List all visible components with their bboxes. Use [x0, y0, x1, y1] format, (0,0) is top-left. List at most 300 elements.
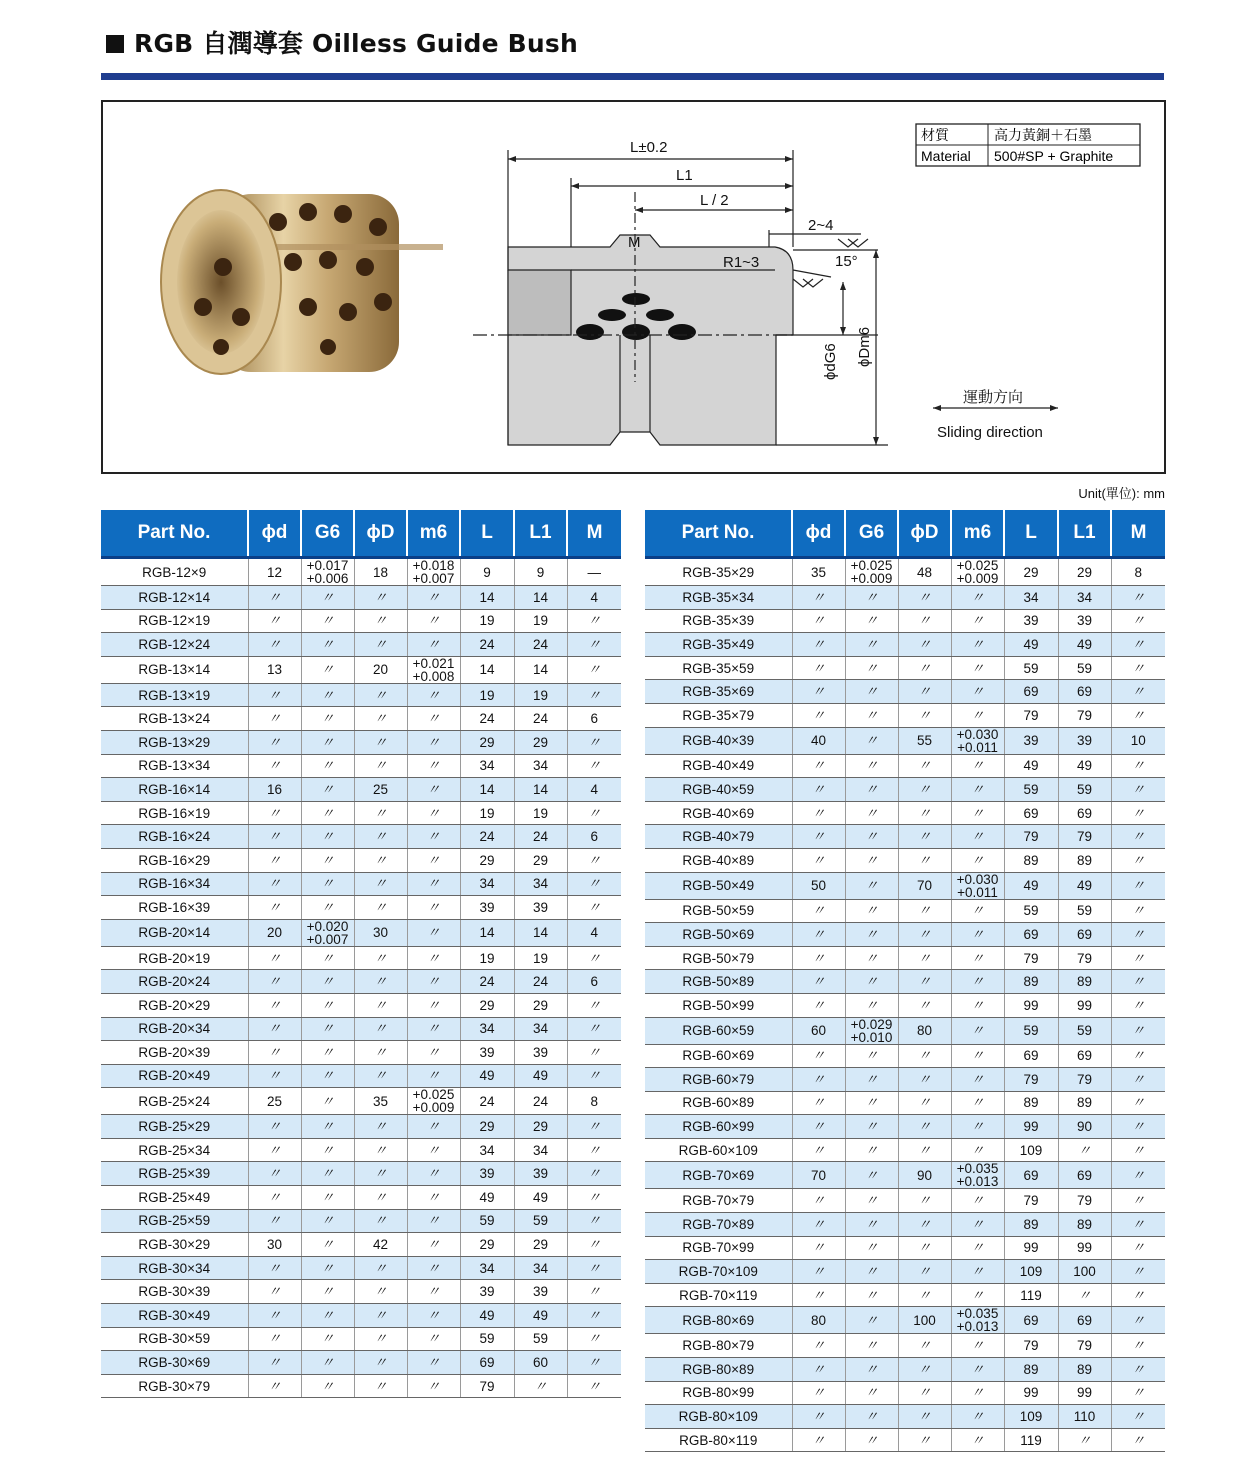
cell-D-tol: 〃 [407, 683, 460, 707]
cell-L: 89 [1004, 1091, 1058, 1115]
cell-part-no: RGB-60×99 [645, 1115, 792, 1139]
cell-d-tol: 〃 [301, 1209, 354, 1233]
table-header-row [645, 510, 1165, 558]
cell-part-no: RGB-20×34 [101, 1017, 248, 1041]
tolerance-upper: +0.030 [956, 871, 999, 887]
cell-M: 〃 [1111, 680, 1165, 704]
cell-D-tol: 〃 [407, 993, 460, 1017]
cell-M: 4 [567, 778, 621, 802]
cell-L: 79 [460, 1374, 514, 1398]
cell-M: 〃 [567, 993, 621, 1017]
cell-D: 〃 [354, 1064, 407, 1088]
cell-L: 19 [460, 946, 514, 970]
table-row [645, 1307, 1165, 1334]
cell-d: 〃 [248, 825, 301, 849]
cell-d: 〃 [248, 848, 301, 872]
cell-L1: 34 [514, 754, 567, 778]
cell-L1: 49 [514, 1064, 567, 1088]
cell-d-tol: 〃 [845, 1260, 898, 1284]
cell-M: 〃 [1111, 1405, 1165, 1429]
cell-d: 80 [792, 1307, 845, 1334]
cell-D-tol: 〃 [407, 1256, 460, 1280]
cell-D-tol: 〃 [951, 825, 1004, 849]
cell-part-no: RGB-35×29 [645, 558, 792, 586]
cell-L: 9 [460, 558, 514, 586]
tolerance-upper: +0.017 [306, 558, 349, 573]
cell-D-tol: 〃 [407, 1374, 460, 1398]
cell-D: 〃 [898, 970, 951, 994]
cell-D: 〃 [898, 946, 951, 970]
cell-L: 34 [460, 1138, 514, 1162]
cell-D: 〃 [354, 801, 407, 825]
cell-D: 〃 [354, 1327, 407, 1351]
cell-L: 29 [460, 848, 514, 872]
cell-L: 39 [460, 1041, 514, 1065]
cell-D: 〃 [898, 1189, 951, 1213]
cell-d-tol: 〃 [301, 946, 354, 970]
cell-L: 49 [460, 1186, 514, 1210]
cell-D: 〃 [898, 1213, 951, 1237]
cell-L: 99 [1004, 993, 1058, 1017]
cell-D: 〃 [898, 778, 951, 802]
table-row [101, 970, 621, 994]
cell-M: 〃 [1111, 993, 1165, 1017]
cell-D-tol: 〃 [407, 825, 460, 849]
cell-d-tol: 〃 [301, 1233, 354, 1257]
cell-d-tol: 〃 [845, 778, 898, 802]
dim-L-label: L±0.2 [630, 139, 668, 156]
cell-d: 〃 [792, 754, 845, 778]
table-row [101, 872, 621, 896]
cell-D-tol: 〃 [407, 1209, 460, 1233]
cell-part-no: RGB-40×59 [645, 778, 792, 802]
cell-d: 〃 [792, 1260, 845, 1284]
cell-D-tol: 〃 [951, 1189, 1004, 1213]
cell-d: 〃 [248, 1209, 301, 1233]
table-row [645, 1236, 1165, 1260]
cell-D: 18 [354, 558, 407, 586]
header-D-tol: m6 [951, 510, 1004, 558]
cell-L: 89 [1004, 970, 1058, 994]
cell-L1: 99 [1058, 1381, 1111, 1405]
cell-D: 30 [354, 919, 407, 946]
cell-part-no: RGB-25×59 [101, 1209, 248, 1233]
cell-M: 〃 [1111, 1017, 1165, 1044]
cell-L: 99 [1004, 1236, 1058, 1260]
cell-M: 〃 [1111, 1068, 1165, 1092]
cell-D-tol: 〃 [951, 1260, 1004, 1284]
cell-D: 〃 [898, 609, 951, 633]
cell-L: 29 [460, 1115, 514, 1139]
cell-L1: 69 [1058, 923, 1111, 947]
cell-part-no: RGB-20×39 [101, 1041, 248, 1065]
cell-part-no: RGB-60×59 [645, 1017, 792, 1044]
cell-L1: 49 [1058, 872, 1111, 899]
cell-d: 〃 [248, 1280, 301, 1304]
cell-d-tol: 〃 [845, 970, 898, 994]
cell-d: 25 [248, 1088, 301, 1115]
dim-M-label: M [628, 234, 641, 251]
cell-part-no: RGB-30×59 [101, 1327, 248, 1351]
table-row [645, 1334, 1165, 1358]
cell-M: 〃 [567, 896, 621, 920]
tolerance-upper: +0.035 [956, 1306, 999, 1322]
tolerance-lower: +0.009 [412, 1100, 455, 1116]
cell-D: 〃 [898, 754, 951, 778]
cell-M: 〃 [1111, 848, 1165, 872]
cell-D: 〃 [354, 1115, 407, 1139]
cell-d: 〃 [248, 1041, 301, 1065]
cell-D-tol: 〃 [951, 778, 1004, 802]
cell-L1: 24 [514, 707, 567, 731]
cell-D-tol: 〃 [407, 919, 460, 946]
table-row [101, 1327, 621, 1351]
cell-L1: 49 [514, 1304, 567, 1328]
table-row [645, 778, 1165, 802]
tolerance-lower: +0.007 [412, 571, 455, 586]
cell-part-no: RGB-13×29 [101, 730, 248, 754]
cell-L1: 89 [1058, 1358, 1111, 1382]
cell-D-tol: 〃 [407, 1162, 460, 1186]
cell-M: 〃 [1111, 1189, 1165, 1213]
cell-D-tol: 〃 [951, 1334, 1004, 1358]
cell-part-no: RGB-60×109 [645, 1138, 792, 1162]
table-row [645, 1068, 1165, 1092]
cell-d: 〃 [792, 1115, 845, 1139]
cell-L1: 39 [514, 1162, 567, 1186]
cell-L1: 59 [1058, 1017, 1111, 1044]
cell-L1: 29 [514, 730, 567, 754]
cell-d: 〃 [248, 707, 301, 731]
product-figure [101, 100, 1166, 474]
cell-L1: 59 [1058, 778, 1111, 802]
cell-D: 35 [354, 1088, 407, 1115]
cell-M: 〃 [567, 1209, 621, 1233]
cell-d: 〃 [248, 633, 301, 657]
cell-L: 19 [460, 683, 514, 707]
cell-d-tol: 〃 [845, 727, 898, 754]
cell-d: 〃 [792, 1213, 845, 1237]
cell-D: 〃 [354, 1280, 407, 1304]
cell-D: 25 [354, 778, 407, 802]
table-row [645, 703, 1165, 727]
cell-d: 13 [248, 656, 301, 683]
table-row [645, 872, 1165, 899]
cell-d-tol: 〃 [301, 609, 354, 633]
cell-d: 〃 [792, 1091, 845, 1115]
header-M: M [1111, 510, 1165, 558]
cell-d: 〃 [792, 656, 845, 680]
cell-part-no: RGB-25×39 [101, 1162, 248, 1186]
cell-M: — [567, 558, 621, 586]
cell-D-tol [951, 727, 1004, 754]
cell-d-tol [301, 919, 354, 946]
cell-D-tol: 〃 [951, 754, 1004, 778]
cell-M: 〃 [1111, 586, 1165, 610]
dim-L1-label: L1 [676, 167, 693, 184]
cell-M: 〃 [1111, 1138, 1165, 1162]
cell-part-no: RGB-16×14 [101, 778, 248, 802]
cell-part-no: RGB-70×119 [645, 1283, 792, 1307]
tolerance-lower: +0.007 [306, 931, 349, 947]
cell-d-tol: 〃 [845, 1236, 898, 1260]
table-row [101, 1088, 621, 1115]
cell-d-tol: 〃 [301, 970, 354, 994]
cell-d-tol: 〃 [301, 1256, 354, 1280]
cell-d: 35 [792, 558, 845, 586]
title-rule [101, 73, 1164, 80]
cell-L1: 〃 [1058, 1283, 1111, 1307]
cell-part-no: RGB-35×69 [645, 680, 792, 704]
cell-M: 〃 [1111, 1162, 1165, 1189]
cell-L: 119 [1004, 1283, 1058, 1307]
cell-M: 〃 [1111, 970, 1165, 994]
cell-D-tol: 〃 [951, 899, 1004, 923]
cell-part-no: RGB-20×19 [101, 946, 248, 970]
cell-L1: 〃 [514, 1374, 567, 1398]
cell-D: 48 [898, 558, 951, 586]
cell-L: 69 [1004, 1307, 1058, 1334]
cell-part-no: RGB-20×49 [101, 1064, 248, 1088]
cell-M: 〃 [1111, 1236, 1165, 1260]
tolerance-lower: +0.011 [957, 884, 998, 900]
cell-d-tol: 〃 [845, 1334, 898, 1358]
cell-L: 99 [1004, 1115, 1058, 1139]
cell-L1: 14 [514, 919, 567, 946]
table-row [645, 899, 1165, 923]
cell-part-no: RGB-20×29 [101, 993, 248, 1017]
cell-part-no: RGB-80×99 [645, 1381, 792, 1405]
cell-D-tol: 〃 [407, 1115, 460, 1139]
table-row [101, 730, 621, 754]
cell-L: 24 [460, 1088, 514, 1115]
cell-D-tol: 〃 [407, 1186, 460, 1210]
cell-D-tol: 〃 [951, 1236, 1004, 1260]
cell-d: 〃 [792, 778, 845, 802]
cell-M: 〃 [1111, 872, 1165, 899]
cell-M: 6 [567, 970, 621, 994]
cell-D-tol: 〃 [951, 1044, 1004, 1068]
cell-L: 69 [460, 1351, 514, 1375]
cell-L: 59 [1004, 778, 1058, 802]
cell-M: 〃 [1111, 609, 1165, 633]
cell-M: 〃 [1111, 633, 1165, 657]
table-row [101, 825, 621, 849]
cell-part-no: RGB-60×89 [645, 1091, 792, 1115]
cell-part-no: RGB-30×29 [101, 1233, 248, 1257]
cell-d-tol [301, 558, 354, 586]
cell-d-tol: 〃 [301, 1017, 354, 1041]
cell-D: 〃 [354, 825, 407, 849]
table-row [101, 1017, 621, 1041]
cell-L: 34 [460, 872, 514, 896]
cell-M: 〃 [1111, 1307, 1165, 1334]
cell-d-tol: 〃 [845, 899, 898, 923]
cell-D-tol: 〃 [951, 1381, 1004, 1405]
cell-D-tol: 〃 [407, 1304, 460, 1328]
cell-L1: 19 [514, 683, 567, 707]
cell-D: 〃 [898, 1334, 951, 1358]
table-row [101, 586, 621, 610]
cell-L1: 49 [514, 1186, 567, 1210]
cell-L: 24 [460, 825, 514, 849]
cell-d-tol: 〃 [845, 825, 898, 849]
tolerance-upper: +0.030 [956, 726, 999, 742]
cell-D: 〃 [354, 993, 407, 1017]
cell-d: 〃 [792, 1236, 845, 1260]
cell-d: 〃 [248, 1186, 301, 1210]
cell-L: 49 [1004, 754, 1058, 778]
cell-L: 24 [460, 970, 514, 994]
cell-D: 42 [354, 1233, 407, 1257]
header-D-tol: m6 [407, 510, 460, 558]
cell-d: 〃 [792, 801, 845, 825]
cell-D: 〃 [898, 1358, 951, 1382]
cell-D: 〃 [898, 848, 951, 872]
cell-part-no: RGB-12×9 [101, 558, 248, 586]
cell-L1: 29 [514, 1115, 567, 1139]
cell-d: 〃 [248, 754, 301, 778]
direction-zh-label: 運動方向 [963, 389, 1024, 406]
tolerance-lower: +0.013 [956, 1174, 999, 1190]
cell-d: 〃 [248, 609, 301, 633]
cell-d: 〃 [248, 946, 301, 970]
table-row [101, 609, 621, 633]
cell-M: 〃 [567, 946, 621, 970]
cell-d: 〃 [792, 1334, 845, 1358]
table-row [101, 1256, 621, 1280]
cell-part-no: RGB-30×79 [101, 1374, 248, 1398]
cell-d-tol: 〃 [845, 586, 898, 610]
cell-d: 30 [248, 1233, 301, 1257]
cell-d-tol: 〃 [301, 872, 354, 896]
cell-M: 〃 [567, 1304, 621, 1328]
table-row [645, 970, 1165, 994]
cell-M: 〃 [1111, 1381, 1165, 1405]
cell-L1: 59 [1058, 899, 1111, 923]
table-row [645, 1213, 1165, 1237]
table-row [101, 778, 621, 802]
cell-part-no: RGB-16×24 [101, 825, 248, 849]
cell-D-tol: 〃 [951, 1017, 1004, 1044]
table-row [101, 1233, 621, 1257]
cell-part-no: RGB-50×79 [645, 946, 792, 970]
table-row [645, 609, 1165, 633]
table-row [645, 1405, 1165, 1429]
cell-D-tol: 〃 [407, 1064, 460, 1088]
cell-d-tol: 〃 [301, 993, 354, 1017]
cell-L1: 14 [514, 586, 567, 610]
header-d-tol: G6 [845, 510, 898, 558]
cell-d-tol: 〃 [301, 730, 354, 754]
cell-L: 79 [1004, 1068, 1058, 1092]
cell-part-no: RGB-12×19 [101, 609, 248, 633]
cell-L: 89 [1004, 1358, 1058, 1382]
cell-part-no: RGB-35×34 [645, 586, 792, 610]
cell-M: 〃 [567, 1280, 621, 1304]
cell-D-tol: 〃 [951, 656, 1004, 680]
cell-D-tol: 〃 [407, 896, 460, 920]
cell-M: 〃 [1111, 1260, 1165, 1284]
tolerance-upper: +0.020 [306, 918, 349, 934]
cell-L: 39 [1004, 609, 1058, 633]
cell-M: 〃 [1111, 1358, 1165, 1382]
cell-d: 〃 [792, 633, 845, 657]
cell-L: 69 [1004, 801, 1058, 825]
dim-R-label: R1~3 [723, 254, 760, 271]
cell-d-tol: 〃 [845, 1044, 898, 1068]
cell-D: 70 [898, 872, 951, 899]
table-row [101, 993, 621, 1017]
cell-L: 59 [460, 1209, 514, 1233]
cell-L1: 39 [514, 1041, 567, 1065]
cell-L: 14 [460, 656, 514, 683]
cell-L1: 29 [514, 1233, 567, 1257]
cell-D-tol: 〃 [407, 970, 460, 994]
cell-d-tol: 〃 [845, 946, 898, 970]
table-row [101, 1162, 621, 1186]
cell-d: 40 [792, 727, 845, 754]
cell-part-no: RGB-13×34 [101, 754, 248, 778]
cell-d-tol: 〃 [845, 703, 898, 727]
cell-d: 〃 [248, 1017, 301, 1041]
page-title-text: RGB 自潤導套 Oilless Guide Bush [134, 29, 578, 58]
dim-Dm6-label: ϕDm6 [856, 326, 873, 367]
cell-L: 29 [460, 993, 514, 1017]
cell-d-tol [845, 558, 898, 586]
cell-d-tol [845, 1017, 898, 1044]
cell-L: 79 [1004, 1189, 1058, 1213]
cell-part-no: RGB-50×69 [645, 923, 792, 947]
cell-M: 〃 [1111, 1283, 1165, 1307]
cell-M: 〃 [567, 1351, 621, 1375]
cell-D-tol: 〃 [407, 848, 460, 872]
cell-D: 〃 [898, 1091, 951, 1115]
cell-L: 19 [460, 609, 514, 633]
cell-d-tol: 〃 [301, 801, 354, 825]
cell-D-tol: 〃 [951, 1068, 1004, 1092]
cell-L: 29 [1004, 558, 1058, 586]
cell-d-tol: 〃 [845, 656, 898, 680]
cell-d: 〃 [792, 1044, 845, 1068]
header-L1: L1 [514, 510, 567, 558]
cell-L: 89 [1004, 848, 1058, 872]
cell-d-tol: 〃 [845, 1068, 898, 1092]
cell-d: 〃 [248, 1374, 301, 1398]
cell-D-tol [951, 1307, 1004, 1334]
cell-D: 〃 [354, 683, 407, 707]
cell-L1: 29 [514, 848, 567, 872]
cell-d: 〃 [248, 1064, 301, 1088]
cell-L1: 79 [1058, 825, 1111, 849]
cell-M: 〃 [1111, 778, 1165, 802]
cell-D: 〃 [354, 872, 407, 896]
cell-L1: 34 [1058, 586, 1111, 610]
dim-L2-label: L / 2 [700, 192, 729, 209]
cell-M: 〃 [1111, 801, 1165, 825]
cell-L1: 19 [514, 946, 567, 970]
cell-D-tol: 〃 [407, 1138, 460, 1162]
cell-M: 〃 [1111, 899, 1165, 923]
table-row [645, 633, 1165, 657]
cell-M: 〃 [1111, 1213, 1165, 1237]
cell-L1: 39 [514, 1280, 567, 1304]
cell-part-no: RGB-70×69 [645, 1162, 792, 1189]
cell-d: 〃 [792, 1381, 845, 1405]
cell-d: 〃 [248, 1327, 301, 1351]
table-row [645, 558, 1165, 586]
cell-M: 8 [567, 1088, 621, 1115]
